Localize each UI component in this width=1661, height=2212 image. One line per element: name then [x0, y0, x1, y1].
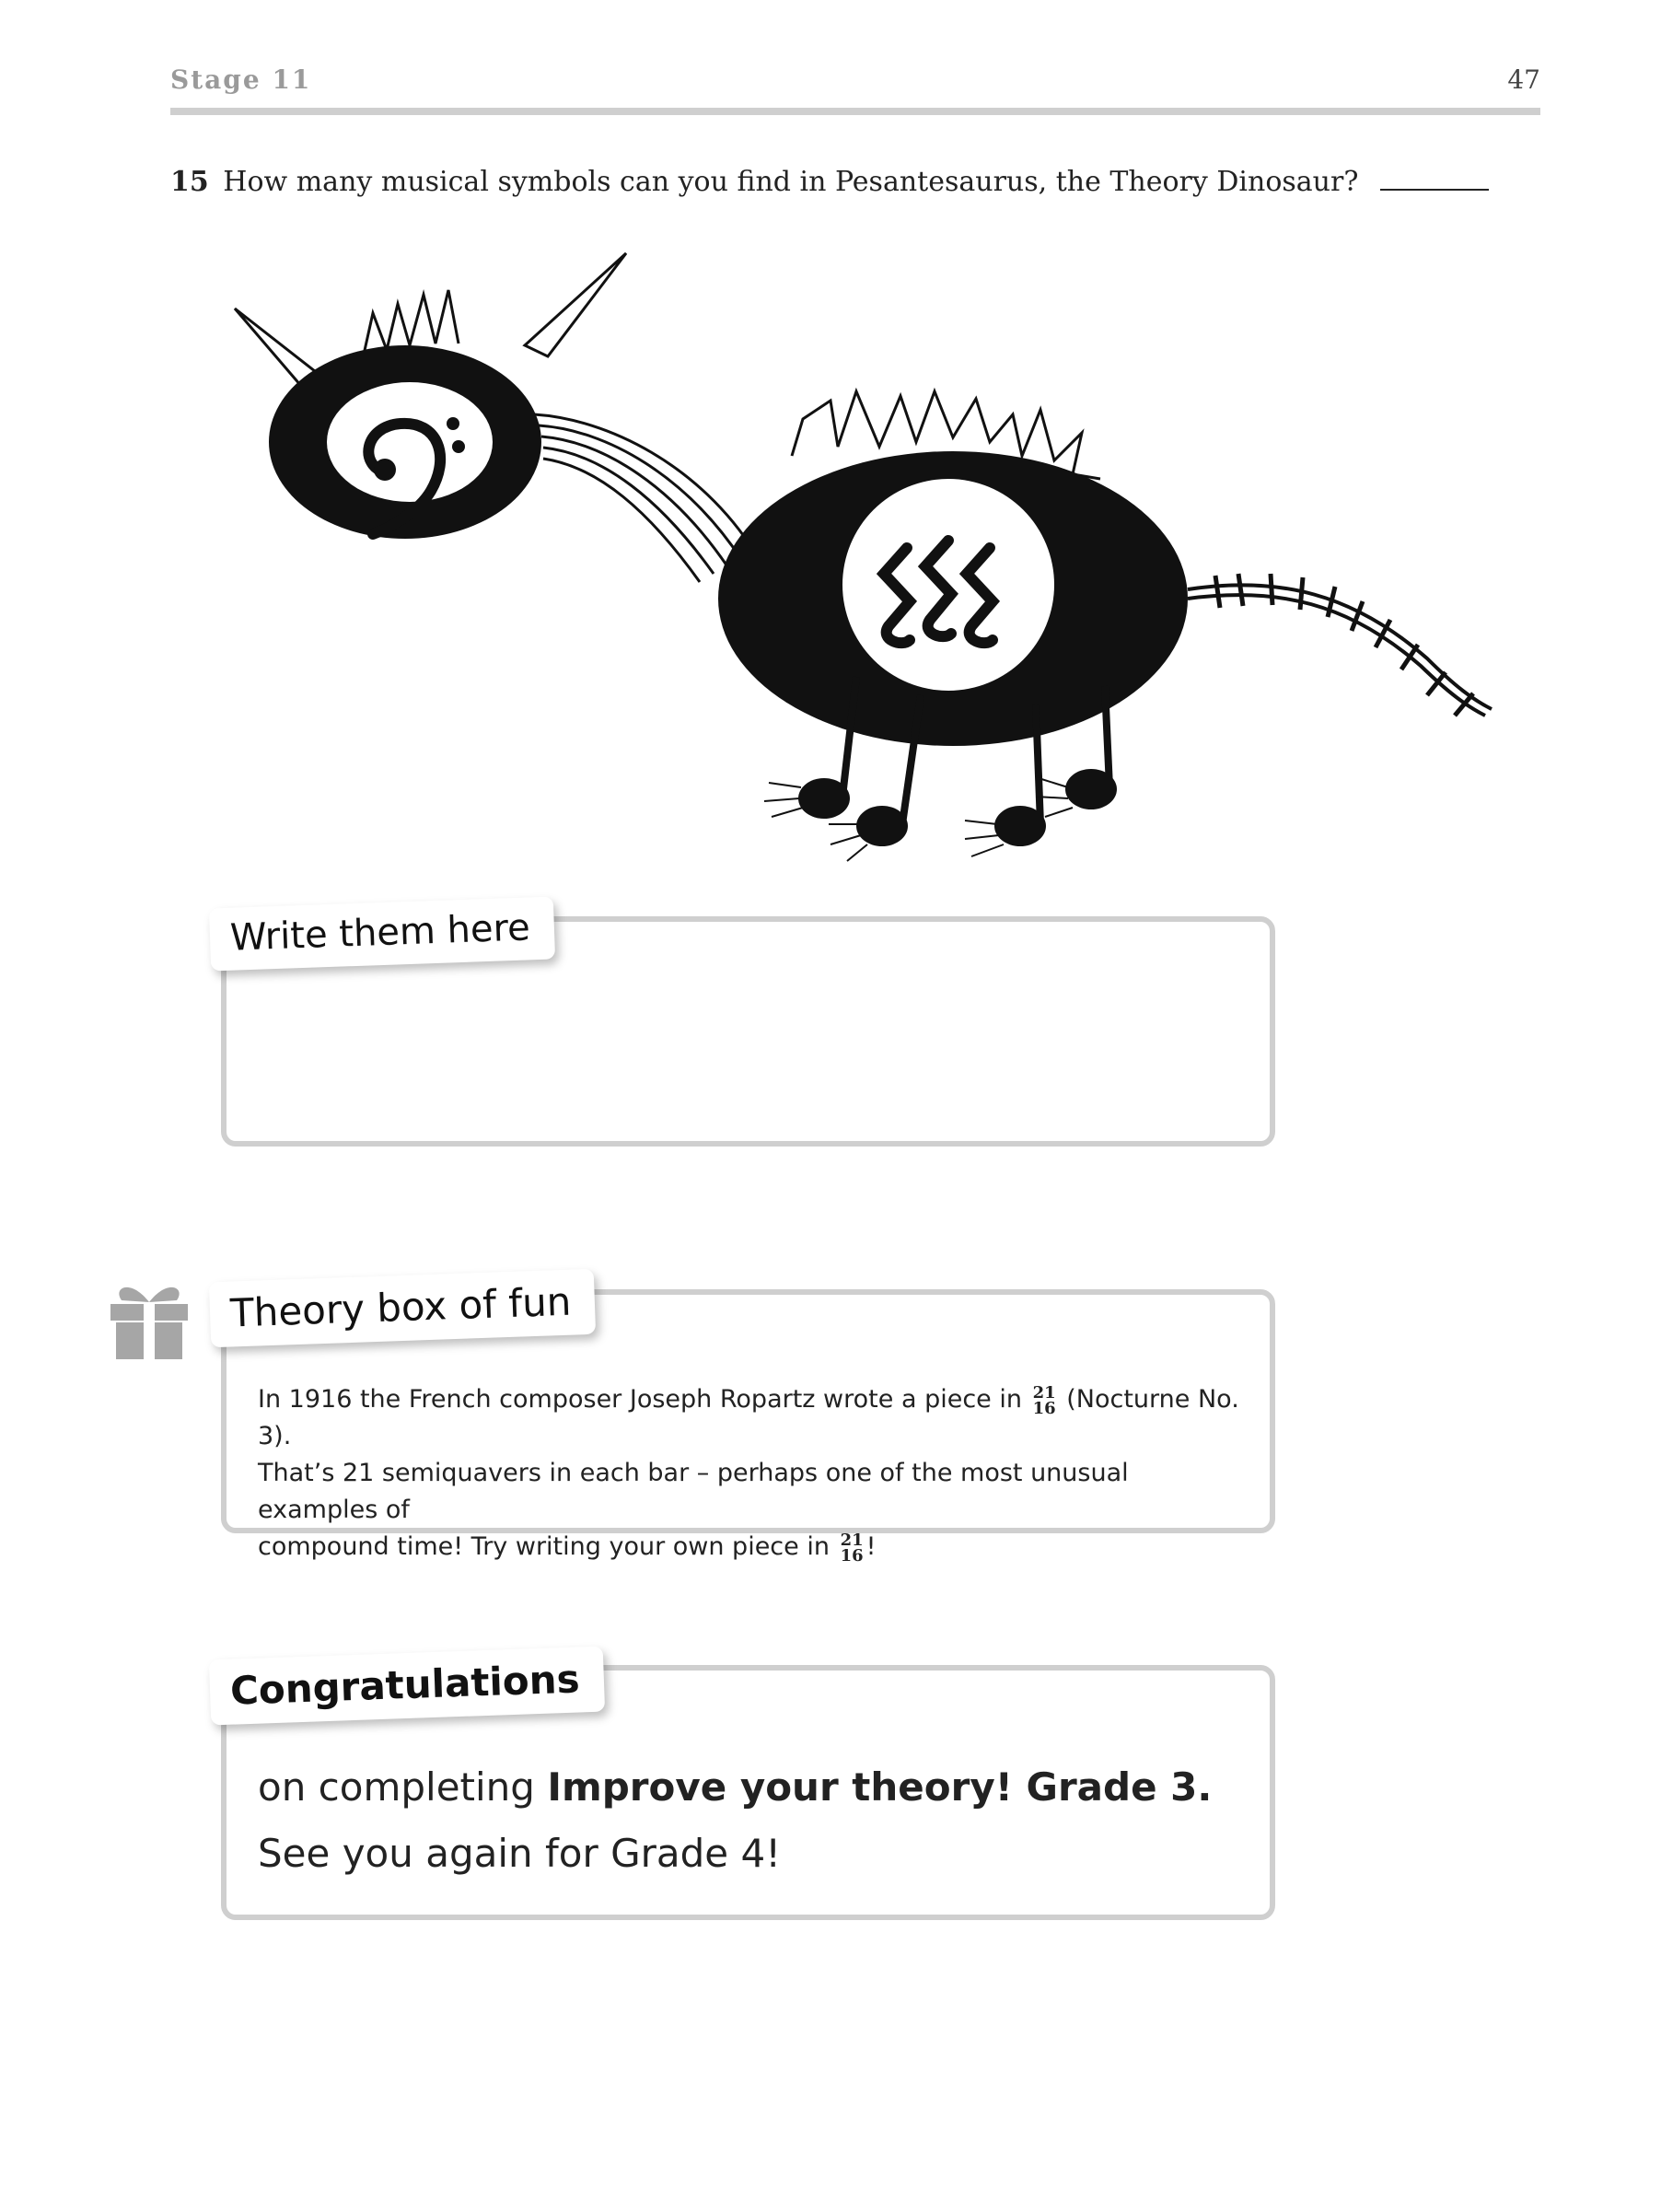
congratulations-tab: Congratulations — [209, 1647, 605, 1726]
congratulations-text — [258, 1754, 1212, 1887]
theory-fun-text — [258, 1381, 1252, 1566]
fun-line-2: That’s 21 semiquavers in each bar – perhaps one of the most unusual examples of — [258, 1459, 1129, 1524]
page-number: 47 — [1507, 64, 1540, 95]
book-title: Improve your theory! Grade 3. — [547, 1764, 1213, 1810]
fun-line-1 — [258, 1381, 1252, 1455]
time-signature-21-16 — [1032, 1382, 1056, 1418]
congrats-line-2: See you again for Grade 4! — [258, 1831, 782, 1876]
neck-staff-lines — [534, 414, 755, 582]
fun-line-1-end: (Nocturne No. 3). — [258, 1385, 1239, 1450]
theory-dinosaur-illustration — [221, 235, 1547, 879]
write-them-here-tab: Write them here — [209, 896, 555, 971]
question-number: 15 — [170, 166, 209, 198]
header-divider — [170, 108, 1540, 115]
congrats-line-1-start: on completing — [258, 1764, 535, 1810]
question-text: How many musical symbols can you find in Pesantesaurus, the Theory Dinosaur? — [223, 166, 1359, 198]
theory-box-of-fun-tab: Theory box of fun — [209, 1269, 597, 1348]
time-sig-top-b: 21 — [840, 1530, 864, 1550]
congrats-line-1 — [258, 1754, 1212, 1821]
time-sig-bottom: 16 — [1032, 1398, 1056, 1418]
time-sig-bottom-b: 16 — [840, 1545, 864, 1566]
fun-line-1-start: In 1916 the French composer Joseph Ropartz wrote a piece in — [258, 1385, 1022, 1414]
fun-line-3-start: compound time! Try writing your own piece in — [258, 1532, 830, 1561]
time-sig-top: 21 — [1032, 1382, 1056, 1403]
tail-lines — [1188, 585, 1492, 716]
gift-icon — [103, 1269, 195, 1361]
stage-label: Stage 11 — [170, 64, 312, 95]
head-spikes — [364, 290, 459, 355]
answer-blank[interactable] — [1380, 170, 1489, 191]
time-signature-21-16-b — [841, 1532, 864, 1564]
question-15 — [170, 166, 1489, 198]
fun-line-3-end: ! — [865, 1532, 877, 1561]
head-horn-right — [525, 253, 626, 356]
fun-line-3 — [258, 1529, 1252, 1566]
